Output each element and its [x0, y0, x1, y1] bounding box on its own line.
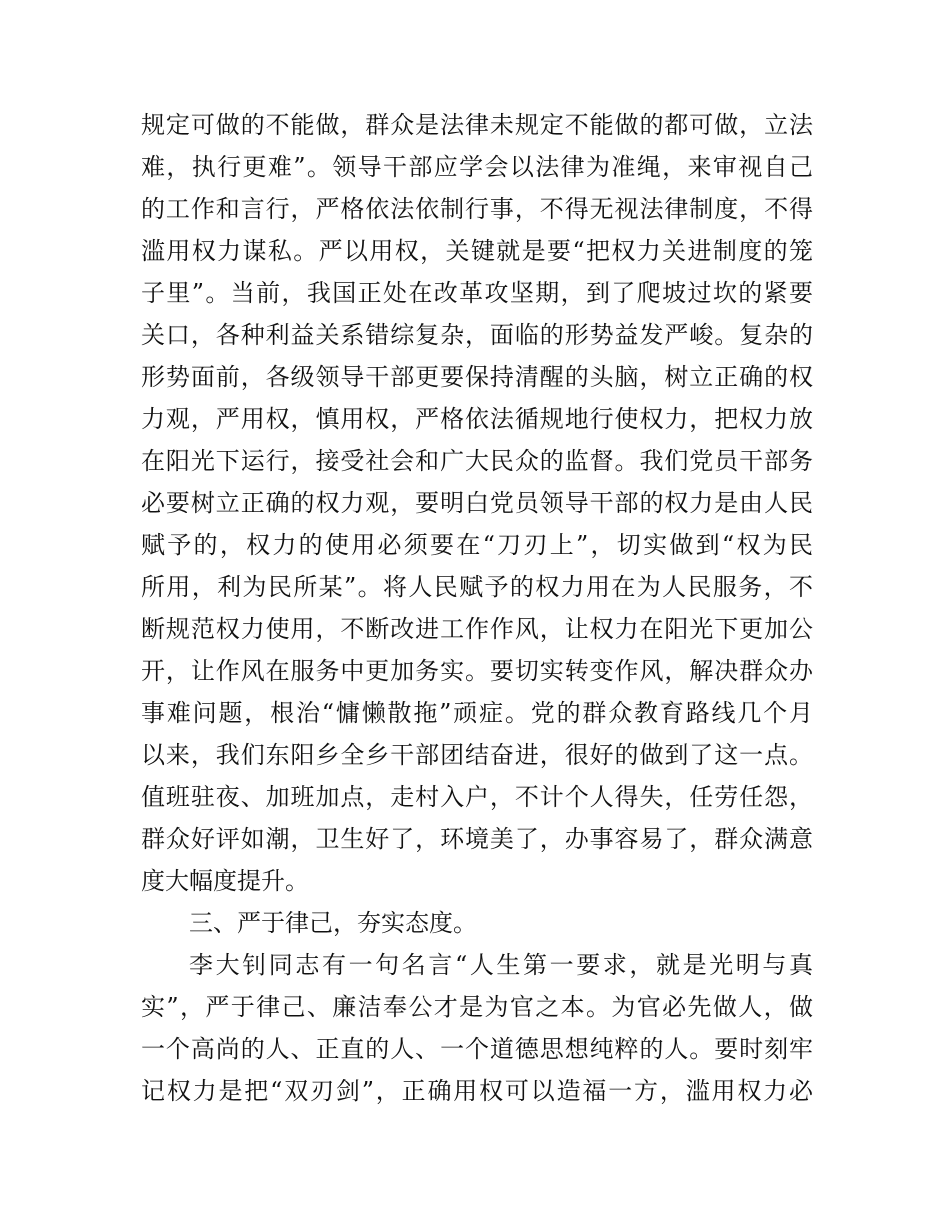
paragraph-power-use	[141, 104, 813, 902]
text-line: 的工作和言行，严格依法依制行事，不得无视法律制度，不得	[141, 195, 813, 223]
text-line: 开，让作风在服务中更加务实。要切实转变作风，解决群众办	[141, 657, 813, 685]
text-line: 赋予的，权力的使用必须要在“刀刃上”，切实做到“权为民	[141, 531, 813, 559]
text-line: 实”，严于律己、廉洁奉公才是为官之本。为官必先做人，做	[141, 993, 813, 1021]
text-line: 记权力是把“双刃剑”，正确用权可以造福一方，滥用权力必	[141, 1077, 813, 1105]
document-body	[141, 104, 813, 1112]
text-line: 断规范权力使用，不断改进工作作风，让权力在阳光下更加公	[141, 615, 813, 643]
text-line: 度大幅度提升。	[141, 867, 309, 895]
text-line: 以来，我们东阳乡全乡干部团结奋进，很好的做到了这一点。	[141, 741, 813, 769]
text-line: 一个高尚的人、正直的人、一个道德思想纯粹的人。要时刻牢	[141, 1035, 813, 1063]
text-line: 必要树立正确的权力观，要明白党员领导干部的权力是由人民	[141, 489, 813, 517]
text-line: 值班驻夜、加班加点，走村入户，不计个人得失，任劳任怨，	[141, 783, 813, 811]
text-line: 滥用权力谋私。严以用权，关键就是要“把权力关进制度的笼	[141, 237, 813, 265]
text-line: 形势面前，各级领导干部更要保持清醒的头脑，树立正确的权	[141, 363, 813, 391]
text-line: 难，执行更难”。领导干部应学会以法律为准绳，来审视自己	[141, 153, 813, 181]
text-line: 力观，严用权，慎用权，严格依法循规地行使权力，把权力放	[141, 405, 813, 433]
paragraph-self-discipline	[141, 944, 813, 1112]
text-line: 关口，各种利益关系错综复杂，面临的形势益发严峻。复杂的	[141, 321, 813, 349]
text-line: 在阳光下运行，接受社会和广大民众的监督。我们党员干部务	[141, 447, 813, 475]
text-line: 所用，利为民所某”。将人民赋予的权力用在为人民服务，不	[141, 573, 813, 601]
text-line: 子里”。当前，我国正处在改革攻坚期，到了爬坡过坎的紧要	[141, 279, 813, 307]
text-line: 李大钊同志有一句名言“人生第一要求，就是光明与真	[189, 951, 813, 979]
text-line: 事难问题，根治“慵懒散拖”顽症。党的群众教育路线几个月	[141, 699, 813, 727]
section-heading: 三、严于律己，夯实态度。	[189, 909, 477, 937]
text-line: 规定可做的不能做，群众是法律未规定不能做的都可做，立法	[141, 111, 813, 139]
text-line: 群众好评如潮，卫生好了，环境美了，办事容易了，群众满意	[141, 825, 813, 853]
